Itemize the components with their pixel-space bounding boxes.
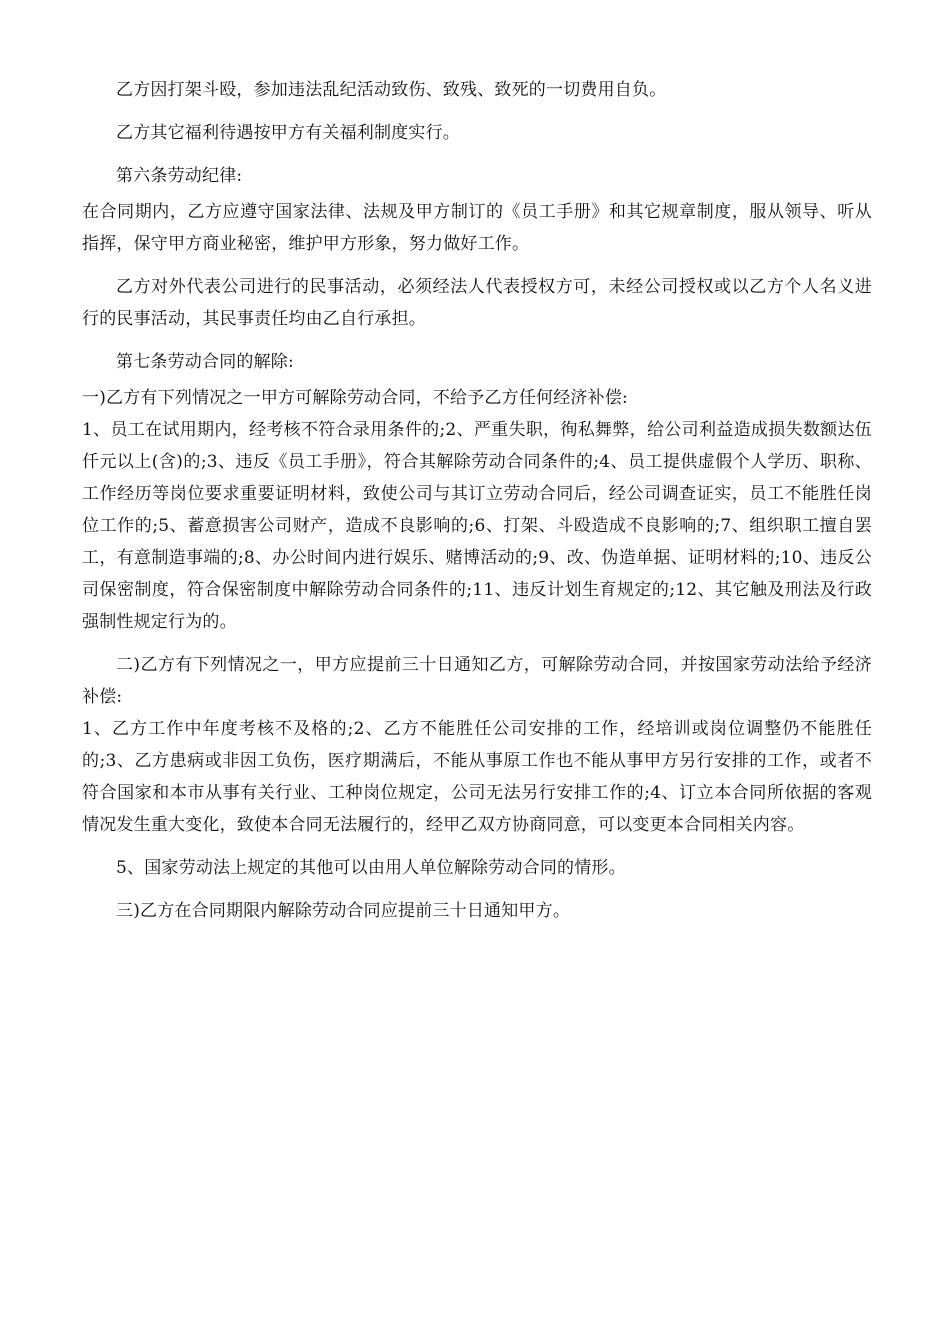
- paragraph-labor-discipline: 在合同期内，乙方应遵守国家法律、法规及甲方制订的《员工手册》和其它规章制度，服从领导、听从指挥，保守甲方商业秘密，维护甲方形象，努力做好工作。: [82, 202, 872, 254]
- clause-three: 三)乙方在合同期限内解除劳动合同应提前三十日通知甲方。: [116, 901, 571, 921]
- paragraph-injury-expenses: 乙方因打架斗殴，参加违法乱纪活动致伤、致残、致死的一切费用自负。: [116, 80, 667, 100]
- article-six-heading: 第六条劳动纪律:: [116, 166, 243, 186]
- document-page: [82, 74, 872, 927]
- clause-two-list: 1、乙方工作中年度考核不及格的;2、乙方不能胜任公司安排的工作，经培训或岗位调整仍不能胜任的;3、乙方患病或非因工负伤，医疗期满后，不能从事原工作也不能从事甲方另行安排的工作，或者不符合国家和本市从事有关行业、工种岗位规定，公司无法另行安排工作的;4、订立本合同所依据的客观情况发生重大变化，致使本合同无法履行的，经甲乙双方协商同意，可以变更本合同相关内容。: [82, 719, 872, 835]
- paragraph-welfare: 乙方其它福利待遇按甲方有关福利制度实行。: [116, 123, 460, 143]
- clause-one-list: 1、员工在试用期内，经考核不符合录用条件的;2、严重失职，徇私舞弊，给公司利益造成损失数额达伍仟元以上(含)的;3、违反《员工手册》，符合其解除劳动合同条件的;4、员工提供虚假个人学历、职称、工作经历等岗位要求重要证明材料，致使公司与其订立劳动合同后，经公司调查证实，员工不能胜任岗位工作的;5、蓄意损害公司财产，造成不良影响的;6、打架、斗殴造成不良影响的;7、组织职工擅自罢工，有意制造事端的;8、办公时间内进行娱乐、赌博活动的;9、改、伪造单据、证明材料的;10、违反公司保密制度，符合保密制度中解除劳动合同条件的;11、违反计划生育规定的;12、其它触及刑法及行政强制性规定行为的。: [82, 420, 872, 632]
- clause-one-heading: 一)乙方有下列情况之一甲方可解除劳动合同，不给予乙方任何经济补偿:: [82, 388, 628, 408]
- article-seven-heading: 第七条劳动合同的解除:: [116, 352, 294, 372]
- paragraph-civil-activities: 乙方对外代表公司进行的民事活动，必须经法人代表授权方可，未经公司授权或以乙方个人名义进行的民事活动，其民事责任均由乙自行承担。: [82, 277, 872, 329]
- clause-two-heading: 二)乙方有下列情况之一，甲方应提前三十日通知乙方，可解除劳动合同，并按国家劳动法给予经济补偿:: [82, 655, 872, 707]
- clause-two-item-five: 5、国家劳动法上规定的其他可以由用人单位解除劳动合同的情形。: [116, 858, 626, 878]
